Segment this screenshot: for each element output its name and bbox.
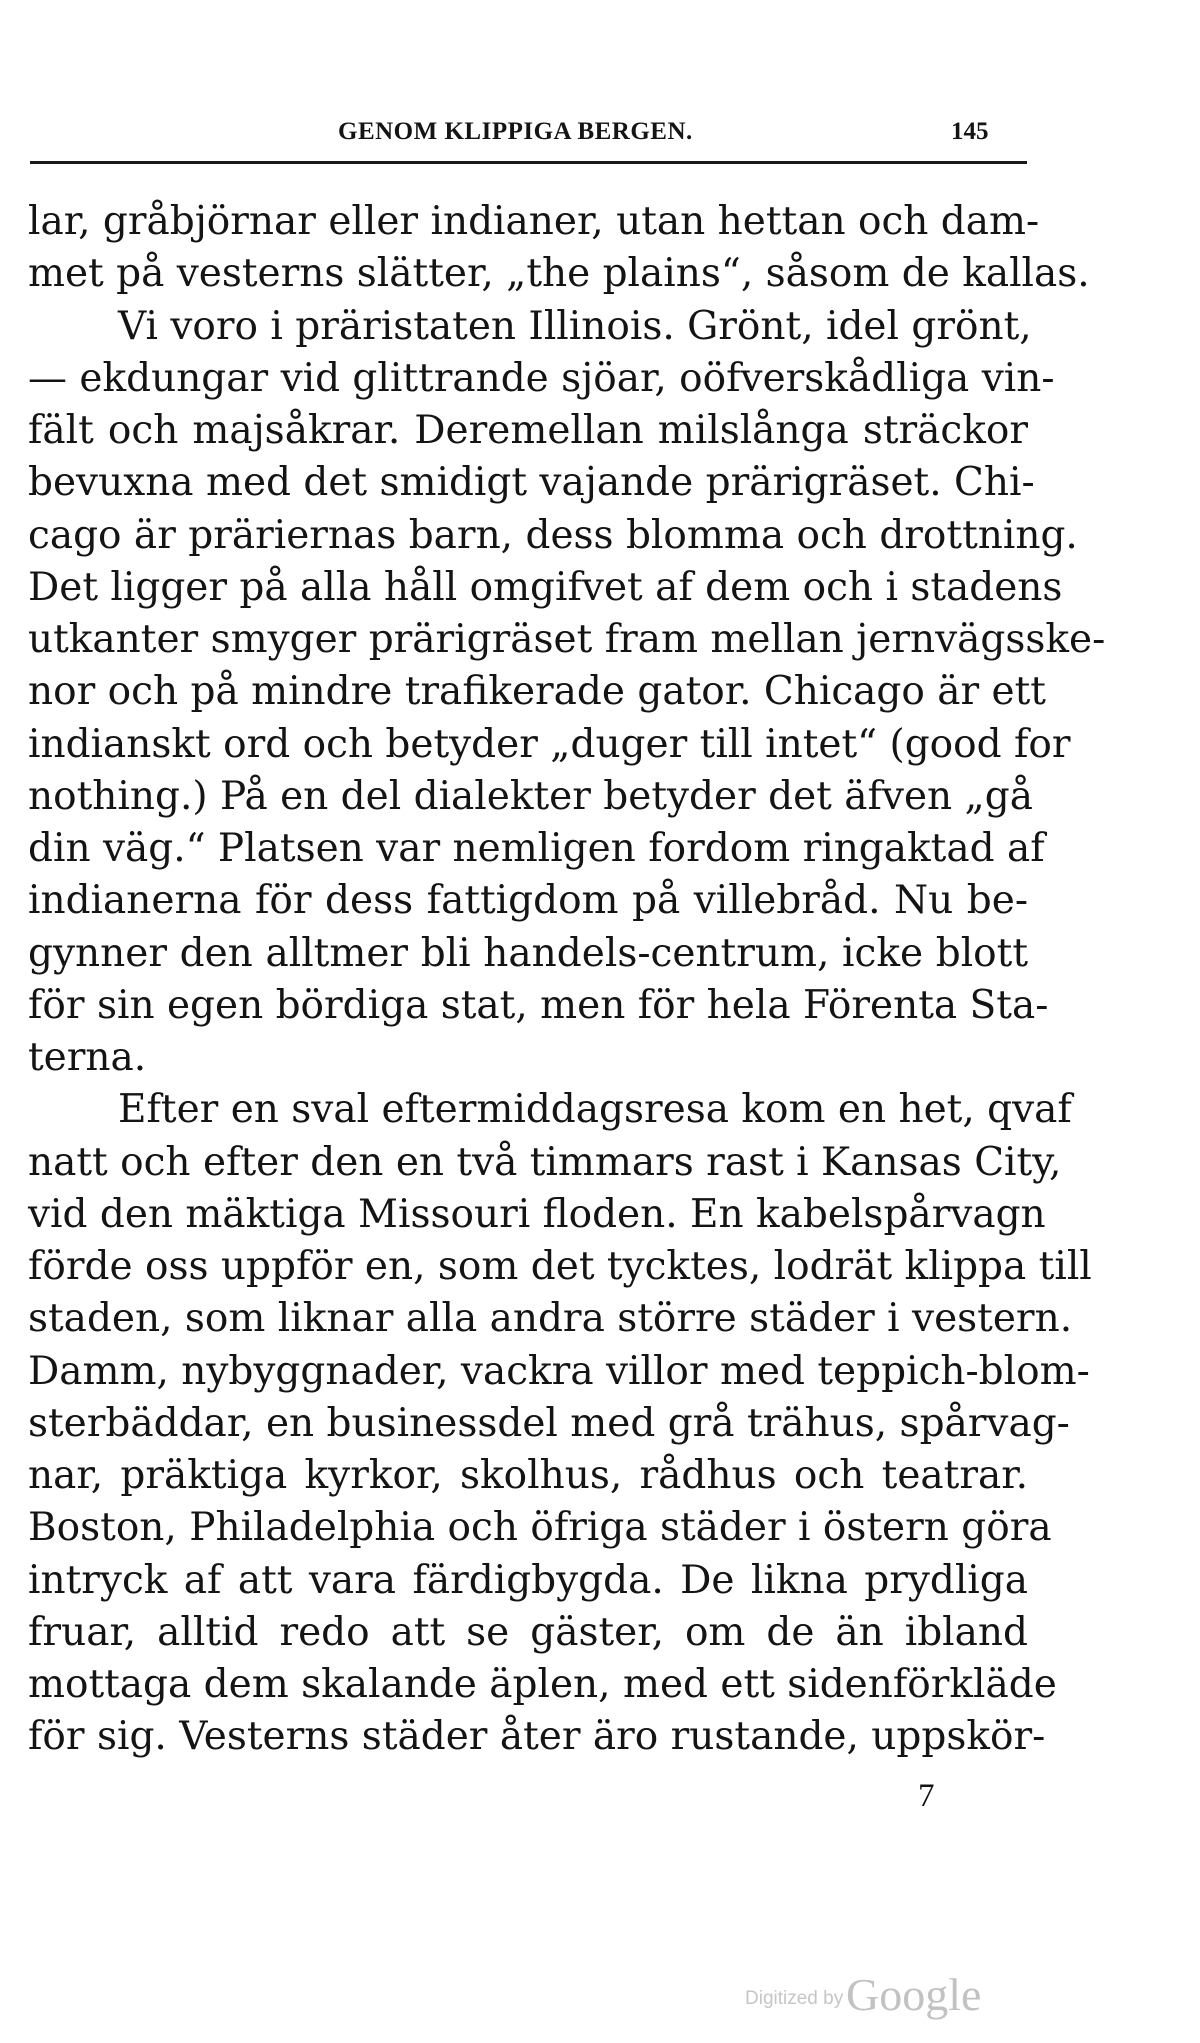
text-line: lar, gråbjörnar eller indianer, utan hettan och dam- (28, 199, 1040, 244)
text-line: met på vesterns slätter, „the plains“, såsom de kallas. (28, 251, 1090, 297)
body-text (28, 196, 1106, 1764)
text-line: natt och efter den en två timmars rast i Kansas City, (28, 1139, 1062, 1185)
text-line: gynner den alltmer bli handels-centrum, icke blott (28, 930, 1028, 976)
text-line: staden, som liknar alla andra större städer i vestern. (28, 1296, 1073, 1342)
google-watermark: Google (846, 1969, 982, 2020)
page-number: 145 (951, 118, 989, 145)
signature-mark: 7 (918, 1778, 935, 1814)
running-title: GENOM KLIPPIGA BERGEN. (338, 118, 693, 145)
text-line: Damm, nybyggnader, vackra villor med teppich-blom- (28, 1348, 1090, 1394)
text-line: indianerna för dess fattigdom på villebråd. Nu be- (28, 878, 1028, 924)
text-line: fruar, alltid redo att se gäster, om de än ibland (28, 1609, 1028, 1655)
text-line: terna. (28, 1035, 147, 1080)
text-line: Boston, Philadelphia och öfriga städer i östern göra (28, 1505, 1052, 1551)
text-line: utkanter smyger prärigräset fram mellan jernvägsske- (28, 617, 1106, 662)
text-line: för sin egen bördiga stat, men för hela Förenta Sta- (28, 982, 1049, 1028)
text-line: cago är präriernas barn, dess blomma och drottning. (28, 512, 1078, 558)
text-line: — ekdungar vid glittrande sjöar, oöfverskådliga vin- (28, 355, 1055, 401)
header-rule (30, 161, 1027, 164)
text-line: indianskt ord och betyder „duger till intet“ (good for (28, 721, 1071, 767)
text-line: fält och majsåkrar. Deremellan milslånga sträckor (28, 408, 1028, 453)
text-line: intryck af att vara färdigbygda. De likna prydliga (28, 1557, 1028, 1603)
text-line: nar, präktiga kyrkor, skolhus, rådhus och teatrar. (28, 1453, 1028, 1498)
text-line: nor och på mindre trafikerade gator. Chicago är ett (28, 669, 1046, 715)
text-line: vid den mäktiga Missouri floden. En kabelspårvagn (28, 1191, 1046, 1237)
text-line: Efter en sval eftermiddagsresa kom en het, qvaf (118, 1087, 1072, 1133)
text-line: förde oss uppför en, som det tycktes, lodrät klippa till (28, 1244, 1092, 1289)
text-line: Vi voro i präristaten Illinois. Grönt, idel grönt, (118, 303, 1032, 349)
text-line: bevuxna med det smidigt vajande prärigräset. Chi- (28, 460, 1035, 506)
text-line: sterbäddar, en businessdel med grå trähus, spårvag- (28, 1400, 1070, 1446)
text-line: Det ligger på alla håll omgifvet af dem och i stadens (28, 564, 1063, 610)
text-line: för sig. Vesterns städer åter äro rustande, uppskör- (28, 1714, 1046, 1760)
text-line: nothing.) På en del dialekter betyder det äfven „gå (28, 773, 1033, 819)
digitized-by-label: Digitized by (745, 1988, 844, 2009)
text-line: din väg.“ Platsen var nemligen fordom ringaktad af (28, 826, 1045, 871)
text-line: mottaga dem skalande äplen, med ett sidenförkläde (28, 1662, 1057, 1707)
